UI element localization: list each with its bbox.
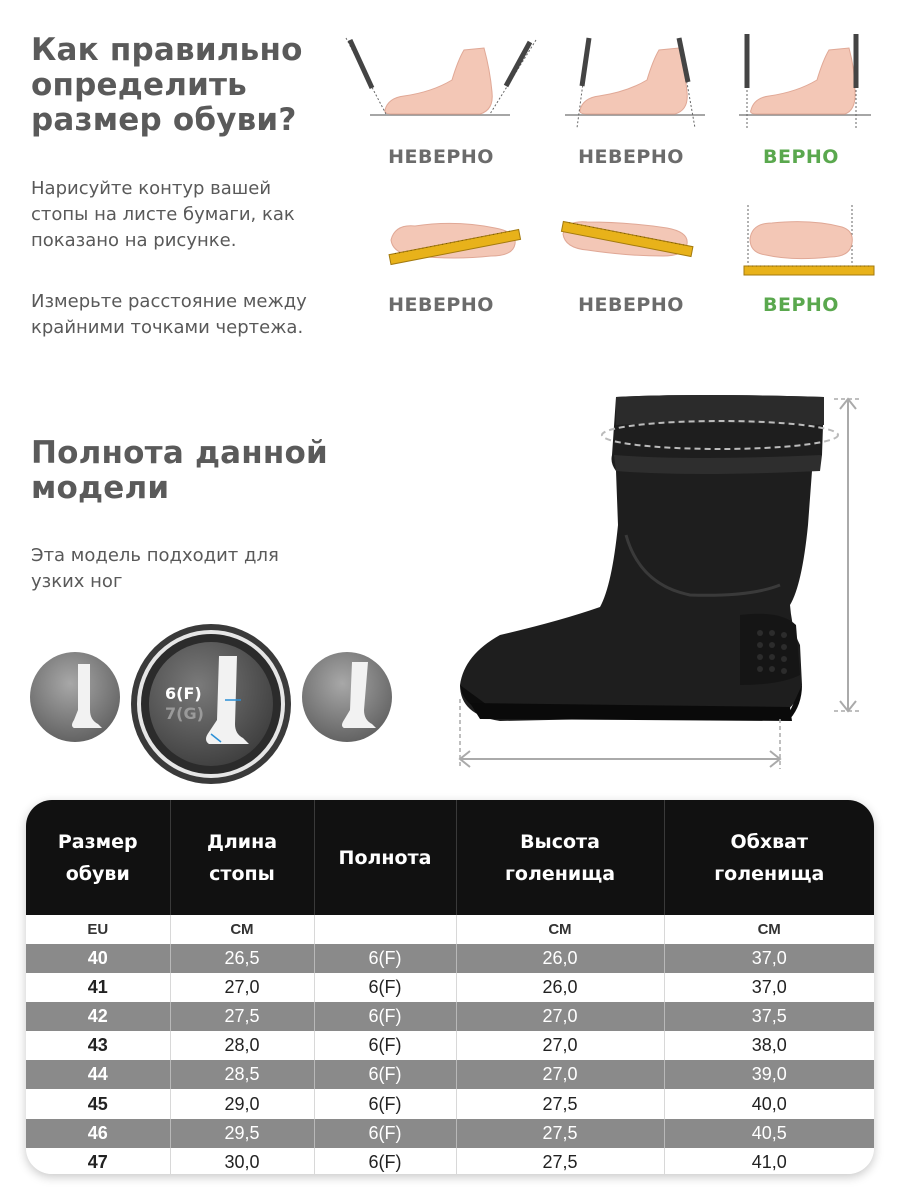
foot-ruler-straight-illustration <box>742 203 878 278</box>
leg-icon-right <box>302 652 392 742</box>
cell-shaft-girth: 37,5 <box>664 1002 874 1031</box>
verdict-correct-1: ВЕРНО <box>763 146 839 168</box>
cell-shaft-girth: 41,0 <box>664 1148 874 1174</box>
width-badge-secondary: 7(G) <box>165 704 204 723</box>
cell-size: 41 <box>26 973 170 1002</box>
cell-size: 40 <box>26 944 170 973</box>
cell-foot-length: 26,5 <box>170 944 314 973</box>
cell-foot-length: 29,5 <box>170 1119 314 1148</box>
instruction-measure: Измерьте расстояние между крайними точками чертежа. <box>31 291 307 338</box>
verdict-wrong-4: НЕВЕРНО <box>578 294 684 316</box>
cell-shaft-height: 27,0 <box>456 1031 664 1060</box>
cell-shaft-height: 26,0 <box>456 973 664 1002</box>
size-guide-title: Как правильно определить размер обуви? <box>31 32 303 138</box>
table-row <box>26 944 874 973</box>
cell-shaft-height: 27,5 <box>456 1089 664 1118</box>
cell-width: 6(F) <box>314 1060 456 1089</box>
unit-size: EU <box>26 915 170 944</box>
table-row <box>26 1148 874 1174</box>
cell-foot-length: 29,0 <box>170 1089 314 1118</box>
cell-foot-length: 27,0 <box>170 973 314 1002</box>
cell-foot-length: 27,5 <box>170 1002 314 1031</box>
cell-shaft-height: 26,0 <box>456 944 664 973</box>
width-badge-primary: 6(F) <box>165 684 202 703</box>
col-header-width: Полнота <box>314 800 456 915</box>
cell-foot-length: 30,0 <box>170 1148 314 1174</box>
foot-pencil-tilted-out-illustration <box>340 30 540 140</box>
narrow-leg-disc-left <box>30 652 120 742</box>
cell-size: 42 <box>26 1002 170 1031</box>
unit-foot-length: СМ <box>170 915 314 944</box>
cell-width: 6(F) <box>314 1089 456 1118</box>
verdict-wrong-1: НЕВЕРНО <box>388 146 494 168</box>
table-row <box>26 1119 874 1148</box>
cell-shaft-girth: 40,5 <box>664 1119 874 1148</box>
verdict-correct-2: ВЕРНО <box>763 294 839 316</box>
size-table <box>26 800 874 1174</box>
col-header-size: Размер обуви <box>26 800 170 915</box>
wide-leg-disc-right <box>302 652 392 742</box>
table-row <box>26 973 874 1002</box>
cell-shaft-girth: 37,0 <box>664 944 874 973</box>
selected-width-disc <box>137 630 285 778</box>
cell-shaft-girth: 39,0 <box>664 1060 874 1089</box>
unit-width <box>314 915 456 944</box>
cell-foot-length: 28,5 <box>170 1060 314 1089</box>
cell-shaft-girth: 38,0 <box>664 1031 874 1060</box>
cell-width: 6(F) <box>314 1119 456 1148</box>
foot-pencil-tilted-in-illustration <box>555 30 715 140</box>
col-header-foot-length: Длина стопы <box>170 800 314 915</box>
col-header-shaft-girth: Обхват голенища <box>664 800 874 915</box>
table-row <box>26 1089 874 1118</box>
cell-width: 6(F) <box>314 1002 456 1031</box>
cell-width: 6(F) <box>314 973 456 1002</box>
foot-ruler-diagonal-up-illustration <box>385 210 525 270</box>
instruction-draw: Нарисуйте контур вашей стопы на листе бумаги, как показано на рисунке. <box>31 178 295 251</box>
cell-size: 45 <box>26 1089 170 1118</box>
unit-shaft-height: СМ <box>456 915 664 944</box>
cell-width: 6(F) <box>314 1148 456 1174</box>
cell-shaft-height: 27,5 <box>456 1148 664 1174</box>
verdict-wrong-2: НЕВЕРНО <box>578 146 684 168</box>
rubber-boot-illustration <box>440 385 880 785</box>
cell-width: 6(F) <box>314 1031 456 1060</box>
foot-pencil-vertical-illustration <box>735 30 875 140</box>
leg-icon-left <box>30 652 120 742</box>
cell-foot-length: 28,0 <box>170 1031 314 1060</box>
cell-size: 46 <box>26 1119 170 1148</box>
cell-shaft-height: 27,0 <box>456 1002 664 1031</box>
width-note: Эта модель подходит для узких ног <box>31 545 279 592</box>
units-row <box>26 915 874 944</box>
table-row <box>26 1031 874 1060</box>
cell-size: 47 <box>26 1148 170 1174</box>
col-header-shaft-height: Высота голенища <box>456 800 664 915</box>
foot-ruler-diagonal-down-illustration <box>557 210 697 270</box>
cell-size: 43 <box>26 1031 170 1060</box>
table-row <box>26 1002 874 1031</box>
cell-shaft-girth: 37,0 <box>664 973 874 1002</box>
cell-shaft-girth: 40,0 <box>664 1089 874 1118</box>
cell-shaft-height: 27,0 <box>456 1060 664 1089</box>
verdict-wrong-3: НЕВЕРНО <box>388 294 494 316</box>
leg-measure-icon <box>141 634 281 774</box>
cell-width: 6(F) <box>314 944 456 973</box>
table-row <box>26 1060 874 1089</box>
cell-shaft-height: 27,5 <box>456 1119 664 1148</box>
cell-size: 44 <box>26 1060 170 1089</box>
unit-shaft-girth: СМ <box>664 915 874 944</box>
width-section-title: Полнота данной модели <box>31 435 328 506</box>
